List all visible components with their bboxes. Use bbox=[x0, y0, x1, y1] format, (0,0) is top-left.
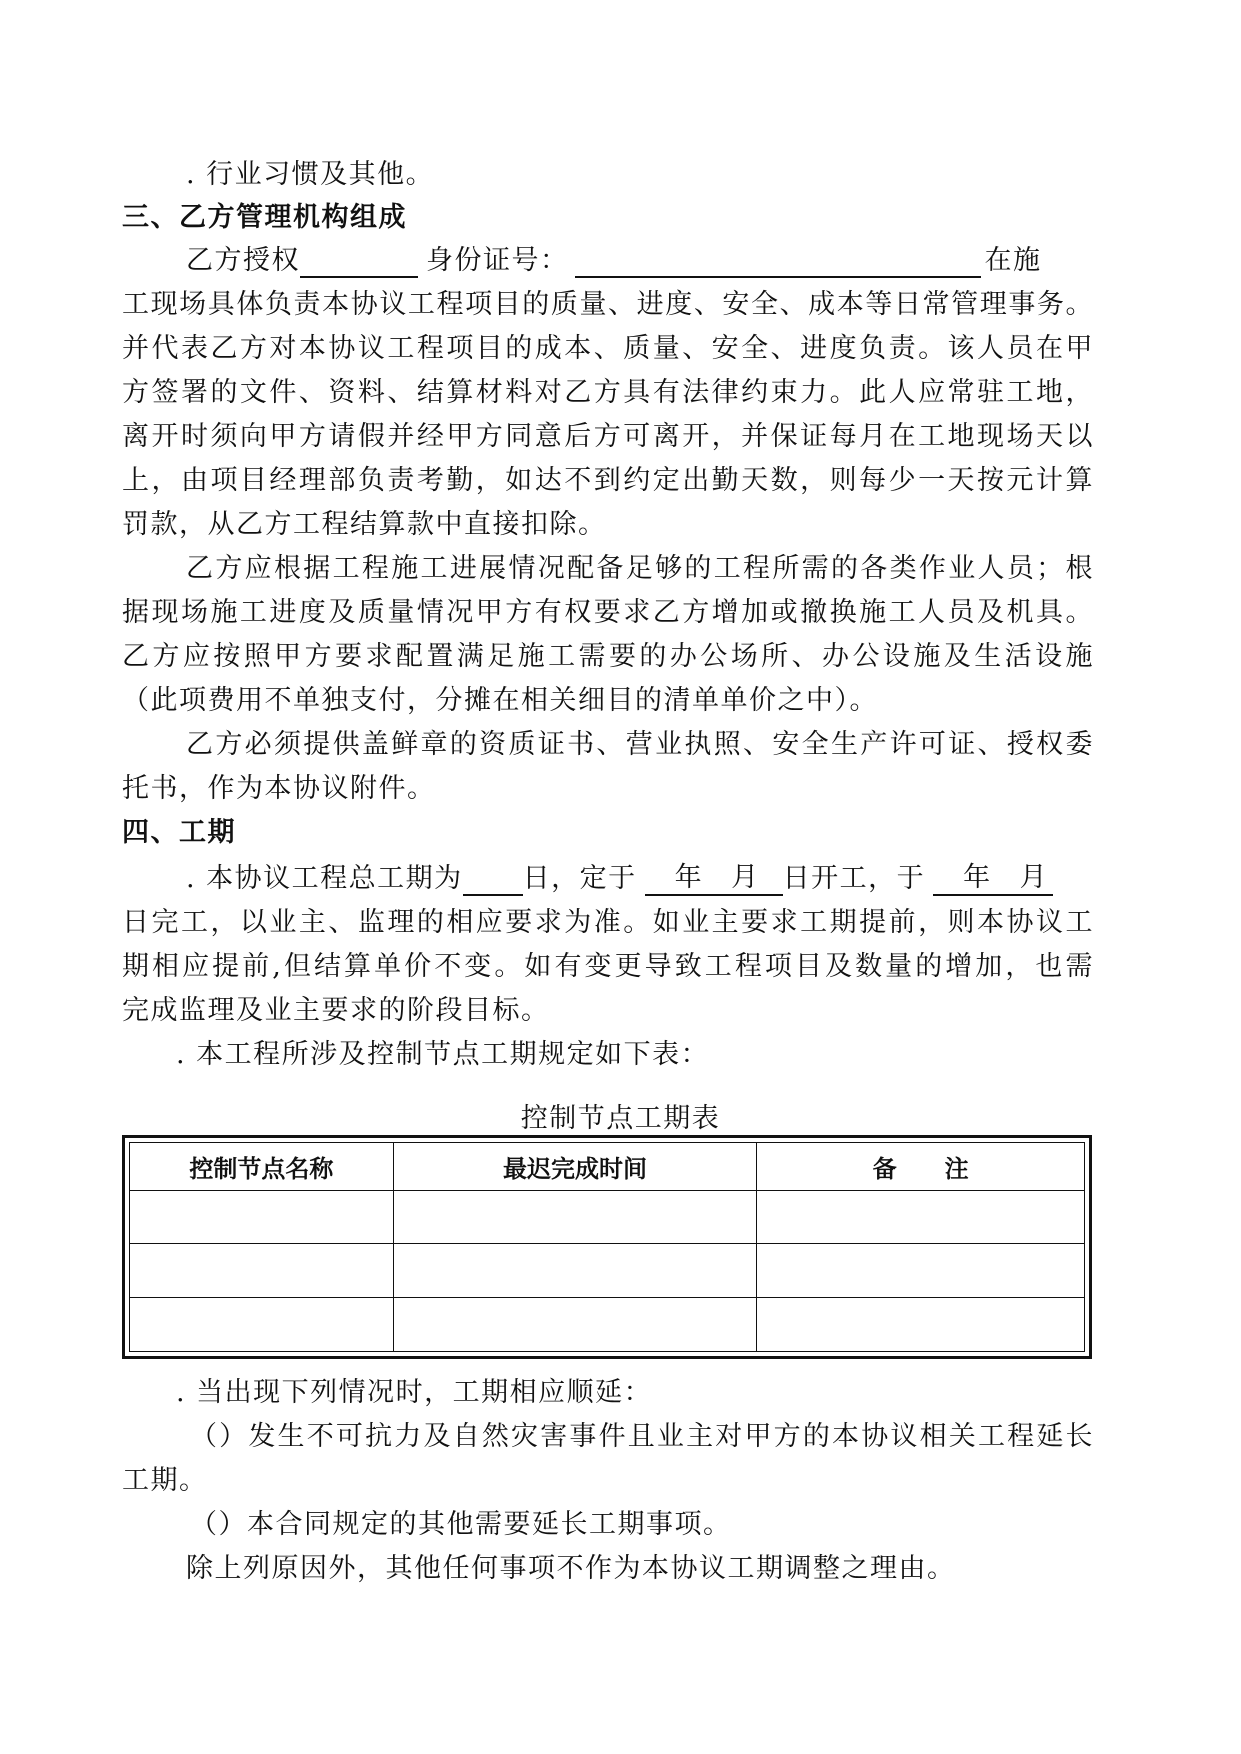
paragraph-line: 乙方必须提供盖鲜章的资质证书、营业执照、安全生产许可证、授权委 bbox=[186, 729, 1094, 760]
paragraph-line: 完成监理及业主要求的阶段目标。 bbox=[122, 995, 550, 1026]
paragraph-line: 方签署的文件、资料、结算材料对乙方具有法律约束力。此人应常驻工地， bbox=[122, 377, 1094, 408]
paragraph-line: 乙方应按照甲方要求配置满足施工需要的办公场所、办公设施及生活设施 bbox=[122, 641, 1094, 672]
control-node-table bbox=[122, 1135, 1092, 1359]
paragraph-line: 据现场施工进度及质量情况甲方有权要求乙方增加或撤换施工人员及机具。 bbox=[122, 597, 1094, 628]
text-span: 乙方授权 bbox=[186, 245, 300, 276]
table-row bbox=[130, 1298, 1085, 1352]
column-header: 控制节点名称 bbox=[130, 1143, 394, 1191]
paragraph-line: 工期。 bbox=[122, 1465, 208, 1496]
paragraph-line: . 本工程所涉及控制节点工期规定如下表： bbox=[176, 1039, 710, 1070]
table-cell bbox=[393, 1190, 757, 1244]
section-heading-4: 四、工期 bbox=[122, 817, 236, 848]
paragraph-line: 工现场具体负责本协议工程项目的质量、进度、安全、成本等日常管理事务。 bbox=[122, 289, 1094, 320]
paragraph-line: 期相应提前,但结算单价不变。如有变更导致工程项目及数量的增加，也需 bbox=[122, 951, 1094, 982]
paragraph-line: 托书，作为本协议附件。 bbox=[122, 773, 436, 804]
start-date-blank bbox=[645, 862, 783, 896]
paragraph-line: （）发生不可抗力及自然灾害事件且业主对甲方的本协议相关工程延长 bbox=[190, 1421, 1094, 1452]
authorized-person-blank bbox=[300, 246, 418, 278]
end-date-blank bbox=[933, 862, 1053, 896]
text-span: . 本协议工程总工期为 bbox=[186, 863, 463, 894]
column-header: 备 注 bbox=[757, 1143, 1085, 1191]
paragraph-line: 除上列原因外，其他任何事项不作为本协议工期调整之理由。 bbox=[186, 1553, 956, 1584]
paragraph-line: 离开时须向甲方请假并经甲方同意后方可离开，并保证每月在工地现场天以 bbox=[122, 421, 1094, 452]
id-number-blank bbox=[575, 246, 981, 278]
text-span: 在施 bbox=[984, 245, 1042, 276]
table-cell bbox=[130, 1298, 394, 1352]
paragraph-line: （）本合同规定的其他需要延长工期事项。 bbox=[190, 1509, 732, 1540]
table-cell bbox=[757, 1190, 1085, 1244]
column-header: 最迟完成时间 bbox=[393, 1143, 757, 1191]
table-row bbox=[130, 1244, 1085, 1298]
text-span: 月 bbox=[1019, 862, 1049, 893]
paragraph-line: 日完工，以业主、监理的相应要求为准。如业主要求工期提前，则本协议工 bbox=[122, 907, 1094, 938]
paragraph-line: . 行业习惯及其他。 bbox=[186, 159, 435, 190]
text-span: 年 bbox=[674, 862, 704, 893]
total-days-blank bbox=[463, 864, 523, 896]
section-heading-3: 三、乙方管理机构组成 bbox=[122, 202, 407, 233]
paragraph-line: 罚款，从乙方工程结算款中直接扣除。 bbox=[122, 509, 607, 540]
text-span: 身份证号： bbox=[426, 245, 569, 276]
paragraph-line bbox=[186, 862, 1094, 896]
text-span: 日开工，于 bbox=[782, 863, 926, 894]
paragraph-line: 乙方应根据工程施工进展情况配备足够的工程所需的各类作业人员；根 bbox=[186, 553, 1094, 584]
table-cell bbox=[393, 1244, 757, 1298]
table-cell bbox=[393, 1298, 757, 1352]
text-span: 年 bbox=[963, 862, 992, 893]
table-cell bbox=[757, 1244, 1085, 1298]
paragraph-line: 并代表乙方对本协议工程项目的成本、质量、安全、进度负责。该人员在甲 bbox=[122, 333, 1094, 364]
table-row bbox=[130, 1190, 1085, 1244]
table-header-row bbox=[130, 1143, 1085, 1191]
table-cell bbox=[130, 1244, 394, 1298]
paragraph-line bbox=[186, 244, 1094, 278]
text-span: 日，定于 bbox=[522, 863, 637, 894]
paragraph-line: 上，由项目经理部负责考勤，如达不到约定出勤天数，则每少一天按元计算 bbox=[122, 465, 1094, 496]
text-span: 月 bbox=[731, 862, 760, 893]
table-cell bbox=[757, 1298, 1085, 1352]
paragraph-line: . 当出现下列情况时，工期相应顺延： bbox=[176, 1377, 653, 1408]
table-caption: 控制节点工期表 bbox=[520, 1103, 721, 1134]
table-cell bbox=[130, 1190, 394, 1244]
paragraph-line: （此项费用不单独支付，分摊在相关细目的清单单价之中）。 bbox=[122, 685, 878, 716]
